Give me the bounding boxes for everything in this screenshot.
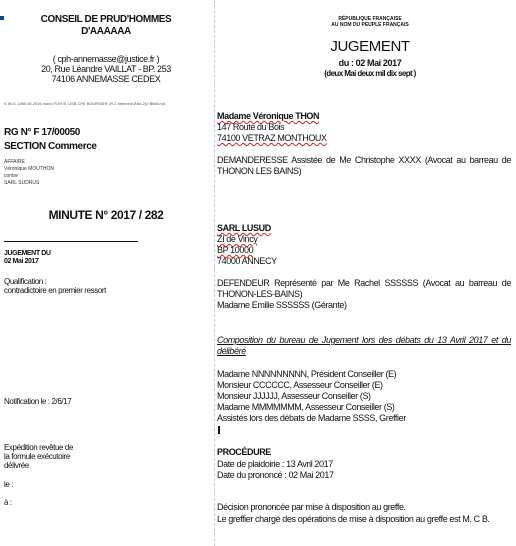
affaire-contre: contre: [4, 173, 18, 179]
council-city: D'AAAAAA: [81, 26, 131, 37]
republic-line2: AU NOM DU PEUPLE FRANÇAIS: [331, 22, 409, 28]
defendant-city: 74000 ANNECY: [217, 256, 277, 266]
section-label: SECTION Commerce: [4, 141, 97, 152]
defendant-bp-wrap: [217, 245, 253, 255]
defendant-name: SARL LUSUD: [217, 223, 271, 233]
member-clerk: Assistés lors des débats de Madame SSSS, Greffier: [217, 413, 406, 423]
minute-number: MINUTE N° 2017 / 282: [48, 208, 164, 222]
judgment-date-words: (deux Mai deux mil dix sept ): [324, 69, 416, 78]
defendant-manager: Madame Emilie SSSSSS (Gérante): [217, 300, 347, 310]
plaintiff-role: DEMANDERESSE Assistée de Me Christophe XXXX (Avocat au barreau de THONON LES BAINS): [217, 155, 511, 176]
pleading-date: Date de plaidoirie : 13 Avril 2017: [217, 459, 333, 469]
separator-line: [4, 241, 138, 242]
plaintiff-city-wrap: [217, 133, 327, 143]
notification-date: Notification le : 2/6/17: [4, 397, 72, 406]
text-cursor: [218, 426, 220, 434]
plaintiff-name: Madame Véronique THON: [217, 111, 320, 121]
court-address-line1: 20, Rue Léandre VAILLAT - BP. 253: [41, 64, 171, 74]
defendant-bp: BP 10000: [217, 245, 254, 255]
member-assessor-1: Monsieur CCCCCC, Assesseur Conseiller (E): [217, 380, 383, 390]
court-address-line2: 74106 ANNEMASSE CEDEX: [51, 74, 161, 84]
affaire-party1: Véronique MOUTHON: [4, 166, 55, 172]
document-reference: E.W.G. USB 35.2016 mano FOR B. USB CFE BOURSIER 29.2 hemeine.Bisc.2(2 Bisdi.md: [4, 101, 165, 106]
expedition-line2: la formule exécutoire: [4, 452, 70, 461]
member-assessor-2: Monsieur JJJJJJ, Assesseur Conseiller (S): [217, 391, 371, 401]
decision-line1: Décision prononcée par mise à disposition au greffe.: [217, 502, 406, 512]
defendant-role: DEFENDEUR Représenté par Me Rachel SSSSSS (Avocat au barreau de THONON-LES-BAINS): [217, 278, 511, 299]
defendant-zone: ZI de Vincy: [217, 234, 258, 244]
judgment-title: JUGEMENT: [330, 38, 410, 55]
plaintiff-street: 147 Route du Bois: [217, 122, 285, 132]
member-assessor-3: Madame MMMMMMM, Assesseur Conseiller (S): [217, 402, 395, 412]
defendant-name-wrap: [217, 223, 271, 233]
republic-line1: RÉPUBLIQUE FRANÇAISE: [338, 16, 402, 22]
qualification-value: contradictoire en premier ressort: [4, 286, 106, 295]
plaintiff-city: 74100 VETRAZ MONTHOUX: [217, 133, 327, 143]
court-email: ( cph-annemasse@justice.fr ): [52, 54, 160, 64]
affaire-label: AFFAIRE: [4, 159, 25, 165]
jugement-du-label: JUGEMENT DU: [4, 250, 51, 257]
le-label: le :: [4, 480, 14, 489]
plaintiff-name-wrap: [217, 111, 319, 121]
expedition-line3: délivrée: [4, 461, 29, 470]
affaire-party2: SARL SUDRUS: [4, 180, 40, 186]
member-president: Madame NNNNNNNNN, Président Conseiller (E): [217, 369, 397, 379]
decision-line2: Le greffier chargé des opérations de mise à disposition au greffe est M. C B.: [217, 514, 490, 524]
column-divider: [214, 0, 215, 546]
margin-marker: [0, 16, 4, 20]
qualification-label: Qualification :: [4, 277, 47, 286]
rg-number: RG N° F 17/00050: [4, 127, 80, 138]
expedition-line1: Expédition revêtue de: [4, 443, 73, 452]
ruling-date: Date du prononcé : 02 Mai 2017: [217, 470, 334, 480]
council-title: CONSEIL DE PRUD'HOMMES: [40, 14, 172, 25]
defendant-zone-wrap: [217, 234, 257, 244]
procedure-heading: PROCÉDURE: [217, 447, 271, 457]
judgment-date: du : 02 Mai 2017: [338, 58, 402, 68]
jugement-du-date: 02 Mai 2017: [4, 258, 39, 265]
composition-heading: Composition du bureau de Jugement lors des débats du 13 Avril 2017 et du délibéré: [217, 335, 511, 356]
a-label: à :: [4, 498, 12, 507]
